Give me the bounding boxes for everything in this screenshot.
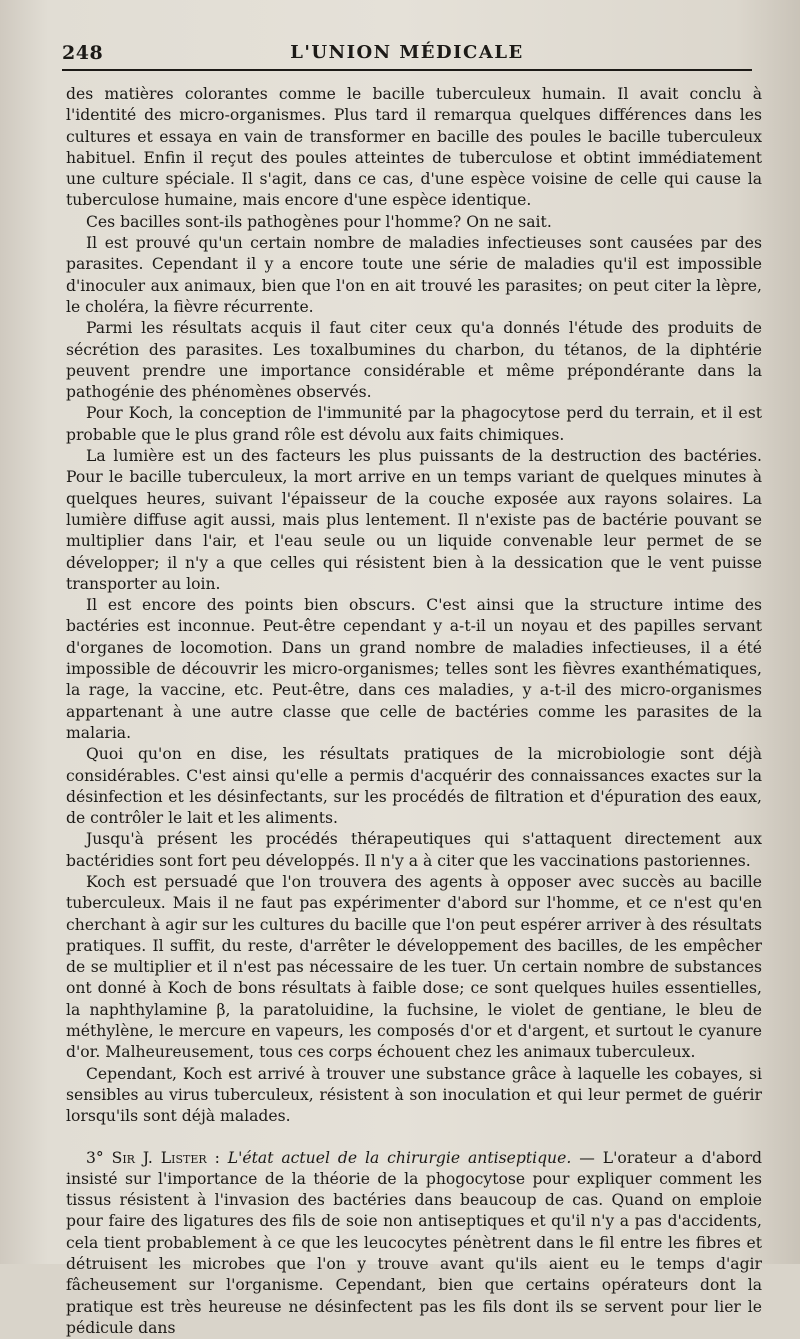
paragraph: La lumière est un des facteurs les plus puissants de la destruction des bactéries. Pour le bacille tuberculeux, la mort arrive en un temps variant de quelques minutes à quelques heures, suivant l'épaisseur de la couche exposée aux rayons solaires. La lumière diffuse agit aussi, mais plus lentement. Il n'existe pas de bactérie pouvant se multiplier dans l'air, et l'eau seule ou un liquide convenable leur permet de se développer; il n'y a que celles qui résistent bien à la dessication que le vent puisse transporter au loin.: [66, 447, 762, 593]
paragraph: Jusqu'à présent les procédés thérapeutiques qui s'attaquent directement aux bactéridies sont fort peu développés. Il n'y a à citer que les vaccinations pastoriennes.: [66, 830, 762, 870]
paragraph: Il est encore des points bien obscurs. C'est ainsi que la structure intime des bactéries est inconnue. Peut-être cependant y a-t-il un noyau et des papilles servant d'organes de locomotion. Dans un grand nombre de maladies infectieuses, il a été impossible de découvrir les micro-organismes; telles sont les fièvres exanthématiques, la rage, la vaccine, etc. Peut-être, dans ces maladies, y a-t-il des micro-organismes appartenant à une autre classe que celle de bactéries comme les parasites de la malaria.: [66, 596, 762, 742]
section-paragraph: [66, 1148, 762, 1339]
section-title: L'état actuel de la chirurgie antiseptique.: [227, 1148, 572, 1167]
paragraph: Koch est persuadé que l'on trouvera des agents à opposer avec succès au bacille tuberculeux. Mais il ne faut pas expérimenter d'abord sur l'homme, et ce n'est qu'en cherchant à agir sur les cultures du bacille que l'on peut espérer arriver à des résultats pratiques. Il suffit, du reste, d'arrêter le développement des bacilles, de les empêcher de se multiplier et il n'est pas nécessaire de les tuer. Un certain nombre de substances ont donné à Koch de bons résultats à faible dose; ce sont quelques huiles essentielles, la naphthylamine β, la paratoluidine, la fuchsine, le violet de gentiane, le bleu de méthylène, le mercure en vapeurs, les composés d'or et d'argent, et surtout le cyanure d'or. Malheureusement, tous ces corps échouent chez les animaux tuberculeux.: [66, 872, 762, 1062]
section-author: Sir J. Lister: [111, 1148, 207, 1167]
header-rule: [62, 69, 752, 71]
page-header: [62, 38, 752, 68]
section-text: — L'orateur a d'abord insisté sur l'importance de la théorie de la phogocytose pour expliquer comment les tissus résistent à l'invasion des bactéries dans beaucoup de cas. Quand on emploie pour faire des ligatures des fils de soie non antiseptiques et qu'il n'y a pas d'accidents, cela tient probablement à ce que les leucocytes pénètrent dans le fil entre les fibres et détruisent les microbes que l'on y trouve avant qu'ils aient eu le temps d'agir fâcheusement sur l'organisme. Cependant, bien que certains opérateurs dont la pratique est très heureuse ne désinfectent pas les fils dont ils se servent pour lier le pédicule dans: [66, 1148, 762, 1337]
running-title: L'UNION MÉDICALE: [290, 42, 524, 63]
section-number: 3°: [86, 1148, 104, 1167]
paragraph: Il est prouvé qu'un certain nombre de maladies infectieuses sont causées par des parasites. Cependant il y a encore toute une série de maladies qu'il est impossible d'inoculer aux animaux, bien que l'on en ait trouvé les parasites; on peut citer la lèpre, le choléra, la fièvre récurrente.: [66, 234, 762, 316]
paragraph: Pour Koch, la conception de l'immunité par la phagocytose perd du terrain, et il est probable que le plus grand rôle est dévolu aux faits chimiques.: [66, 404, 762, 444]
article-body: [66, 84, 762, 1339]
paragraph: Ces bacilles sont-ils pathogènes pour l'homme? On ne sait.: [86, 212, 552, 231]
paragraph: Quoi qu'on en dise, les résultats pratiques de la microbiologie sont déjà considérables. C'est ainsi qu'elle a permis d'acquérir des connaissances exactes sur la désinfection et les désinfectants, sur les procédés de filtration et d'épuration des eaux, de contrôler le lait et les aliments.: [66, 745, 762, 828]
paragraph: Parmi les résultats acquis il faut citer ceux qu'a donnés l'étude des produits de sécrétion des parasites. Les toxalbumines du charbon, du tétanos, de la diphtérie peuvent prendre une importance considérable et même prépondérante dans la pathogénie des phénomènes observés.: [66, 319, 762, 402]
paragraph: Cependant, Koch est arrivé à trouver une substance grâce à laquelle les cobayes, si sensibles au virus tuberculeux, résistent à son inoculation et qui leur permet de guérir lorsqu'ils sont déjà malades.: [66, 1064, 762, 1126]
paragraph-continuation: des matières colorantes comme le bacille tuberculeux humain. Il avait conclu à l'identité des micro-organismes. Plus tard il remarqua quelques différences dans les cultures et essaya en vain de transformer en bacille des poules le bacille tuberculeux habituel. Enfin il reçut des poules atteintes de tuberculose et obtint immédiatement une culture spéciale. Il s'agit, dans ce cas, d'une espèce voisine de celle qui cause la tuberculose humaine, mais encore d'une espèce identique.: [66, 85, 762, 210]
page-number: 248: [62, 42, 104, 64]
section-colon: :: [206, 1148, 228, 1167]
